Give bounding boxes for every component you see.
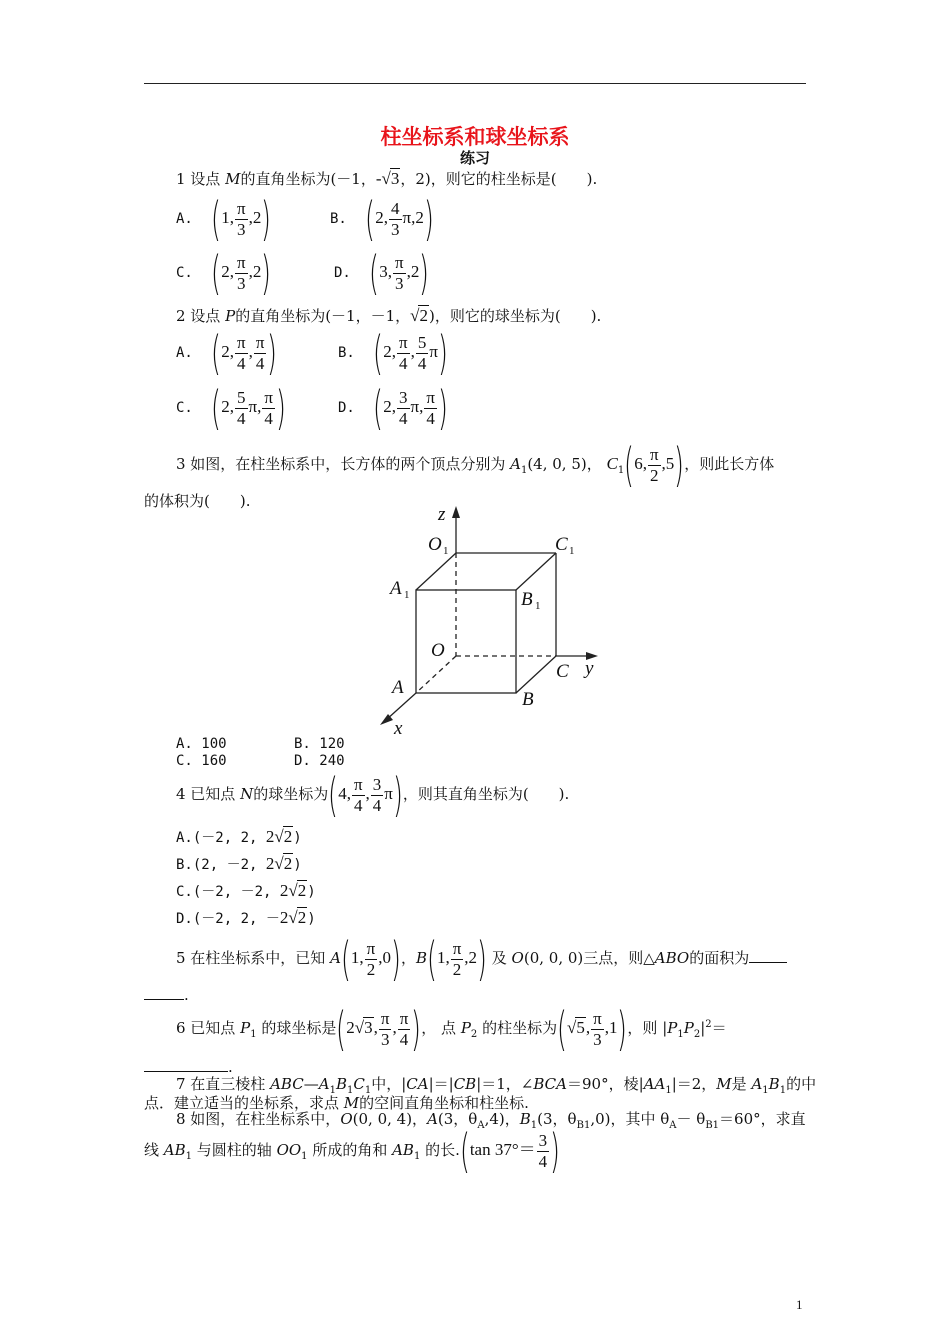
cuboid-figure [370, 498, 610, 738]
edge-b-c [516, 656, 556, 693]
label-c1: C [555, 534, 568, 555]
label-o: O [431, 640, 445, 661]
label-b1-sub: 1 [535, 600, 541, 612]
question-3-option-c: C. 160 [176, 753, 227, 769]
question-3-stem-line2: 的体积为( ). [144, 492, 251, 510]
question-2-option-c: C. (2, $\frac{5}{4}$ π, $\frac{\pi}{4}$ ) [176, 381, 286, 435]
question-1-option-c: C. (2, $\frac{\pi}{3}$ ,2) [176, 246, 272, 300]
question-8-line2: 线 $AB_1$ 与圆柱的轴 $OO_1$ 所成的角和 $AB_1$ 的长.(tan 37°＝ $\frac{3}{4}$ ) [144, 1124, 561, 1178]
question-3-option-a: A. 100 [176, 736, 227, 752]
question-4-option-a: A.(－2, 2, 2√2) [176, 827, 302, 846]
question-4-option-d: D.(－2, 2, －2√2) [176, 908, 316, 927]
question-2-option-a: A. (2, $\frac{\pi}{4}$ , $\frac{\pi}{4}$ ) [176, 326, 278, 380]
question-3-stem: 3 如图，在柱坐标系中，长方体的两个顶点分别为 $A_1(4$, 0, 5)， $C_1(6$, $\frac{\pi}{2}$ ,5)，则此长方体 [176, 438, 775, 492]
question-2-stem: 2 设点 P的直角坐标为(－1，－1，√2)，则它的球坐标为( ). [176, 306, 602, 325]
header-rule [144, 83, 806, 84]
question-4-option-c: C.(－2, －2, 2√2) [176, 881, 316, 900]
question-6-line2: . [144, 1058, 233, 1076]
label-o1: O [428, 534, 442, 555]
label-o1-sub: 1 [443, 545, 449, 557]
label-a1-sub: 1 [404, 589, 410, 601]
label-c1-sub: 1 [569, 545, 575, 557]
label-a: A [392, 677, 404, 698]
question-1-option-d: D. (3, $\frac{\pi}{3}$ ,2) [334, 246, 430, 300]
label-z: z [438, 504, 446, 525]
question-6-stem: 6 已知点 $P_1$ 的球坐标是(2√3, $\frac{\pi}{3}$ , $\frac{\pi}{4}$ )， 点 $P_2$ 的柱坐标为(√5, $\frac{\pi}{3}$ ,1)，则 $|P_1P_2|^2=$ [176, 1002, 727, 1056]
question-3-option-d: D. 240 [294, 753, 345, 769]
question-1-option-b: B. (2, $\frac{4}{3}$ π,2) [330, 192, 434, 246]
edge-b1-c1 [516, 553, 556, 590]
question-4-option-b: B.(2, －2, 2√2) [176, 854, 302, 873]
question-5-stem: 5 在柱坐标系中，已知 A(1, $\frac{\pi}{2}$ ,0)，B(1, $\frac{\pi}{2}$ ,2) 及 O(0, 0, 0)三点，则△ABO的面积为 [176, 936, 787, 982]
question-1-option-a: A. (1, $\frac{\pi}{3}$ ,2) [176, 192, 272, 246]
label-b1: B [521, 589, 533, 610]
question-5-line2: . [144, 986, 189, 1004]
label-y: y [585, 658, 594, 679]
edge-o-a [416, 656, 456, 693]
label-c: C [556, 661, 569, 682]
page-number: 1 [796, 1297, 803, 1312]
label-a1: A [390, 578, 402, 599]
question-8-line1: 8 如图，在柱坐标系中，O(0, 0, 4)，A(3，$\theta_A,4$)，$B_1(3$，$\theta_{B1},0$)，其中 $\theta_A- \theta_{B1}=60^\circ$，求直 [176, 1110, 806, 1131]
question-7-line2: 点．建立适当的坐标系，求点 M的空间直角坐标和柱坐标. [144, 1094, 529, 1112]
question-1-stem: 1 设点 M的直角坐标为(－1，-√3，2)，则它的柱坐标是( ). [176, 169, 598, 188]
question-7-line1: 7 在直三棱柱 $ABC—A_1B_1C_1$中，|CA|＝|CB|＝1，∠BCA＝90°，棱$|AA_1|=2$，M是 $A_1B_1$的中 [176, 1075, 817, 1096]
question-4-stem: 4 已知点 N的球坐标为(4, $\frac{\pi}{4}$ , $\frac{3}{4}$ π)，则其直角坐标为( ). [176, 768, 570, 822]
label-b: B [522, 689, 534, 710]
page-title: 柱坐标系和球坐标系 [380, 125, 570, 149]
question-2-option-b: B. (2, $\frac{\pi}{4}$ , $\frac{5}{4}$ π) [338, 326, 448, 380]
page-subtitle: 练习 [459, 149, 490, 167]
z-arrow [452, 506, 460, 518]
question-3-option-b: B. 120 [294, 736, 345, 752]
question-2-option-d: D. (2, $\frac{3}{4}$ π, $\frac{\pi}{4}$ ) [338, 381, 448, 435]
edge-a1-o1 [416, 553, 456, 590]
label-x: x [394, 718, 403, 738]
